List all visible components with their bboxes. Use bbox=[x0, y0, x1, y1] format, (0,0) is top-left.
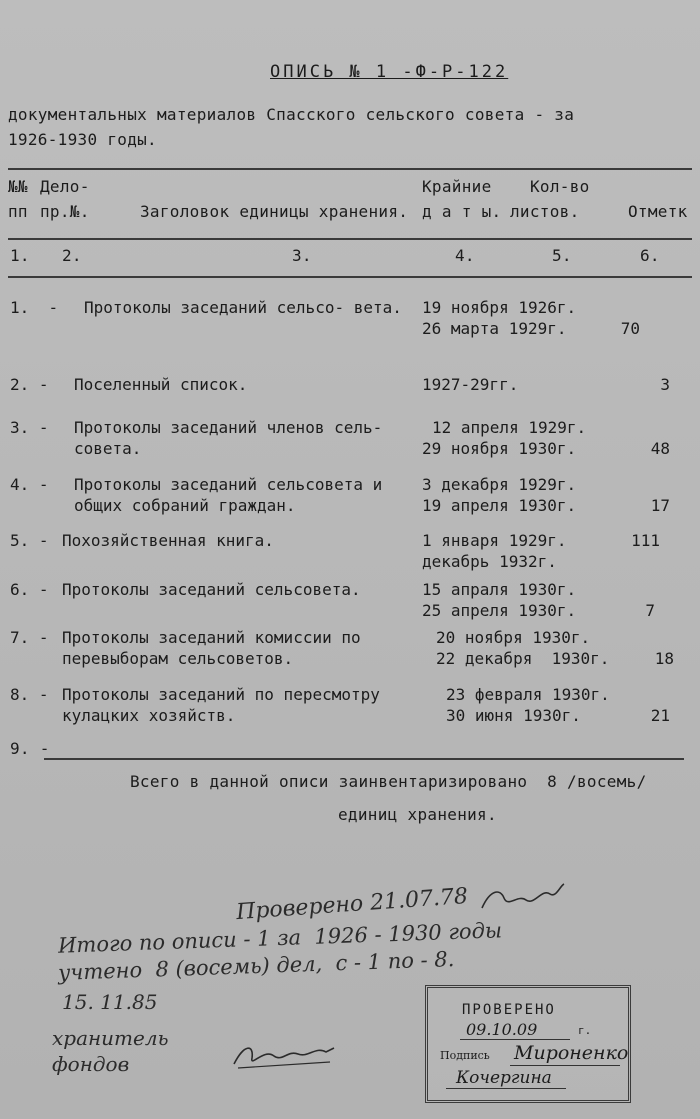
stamp-signature-name2: Кочергина bbox=[456, 1068, 552, 1088]
handwritten-total-line1: Итого по описи - 1 за 1926 - 1930 годы bbox=[57, 918, 503, 958]
row-date-end: декабрь 1932г. bbox=[422, 552, 557, 571]
row-title: Протоколы заседаний сельсовета и общих собраний граждан. bbox=[74, 475, 383, 515]
header-num: №№ bbox=[8, 177, 28, 196]
column-number-1: 1. bbox=[10, 246, 30, 265]
row-date-end: 26 марта 1929г. bbox=[422, 319, 567, 338]
table-row bbox=[0, 579, 700, 625]
header-notes: Отметк bbox=[628, 202, 688, 221]
row-number: 2. - bbox=[10, 375, 49, 394]
column-number-4: 4. bbox=[455, 246, 475, 265]
row-number: 7. - bbox=[10, 628, 49, 647]
row-sheets: 3 bbox=[660, 375, 670, 394]
column-number-5: 5. bbox=[552, 246, 572, 265]
stamp-signature-name: Мироненко bbox=[514, 1042, 629, 1064]
row-date-start: 23 февраля 1930г. bbox=[446, 685, 610, 704]
column-numbers-rule bbox=[8, 276, 692, 278]
row-date-end: 19 апреля 1930г. bbox=[422, 496, 577, 515]
row-title: Протоколы заседаний по пересмотру кулацких хозяйств. bbox=[62, 685, 380, 725]
verified-stamp bbox=[425, 985, 631, 1103]
header-count-label: Кол-во bbox=[530, 177, 590, 196]
row-date-end: 22 декабря 1930г. bbox=[436, 649, 610, 668]
keeper-signature bbox=[230, 1038, 340, 1072]
stamp-date-rule bbox=[460, 1039, 570, 1040]
stamp-signature-rule bbox=[510, 1065, 620, 1066]
header-delo: Дело- bbox=[40, 177, 90, 196]
row-number: 1. - bbox=[10, 298, 59, 317]
row-number: 8. - bbox=[10, 685, 49, 704]
empty-row-number: 9. - bbox=[10, 739, 50, 758]
header-dates-label: Крайние bbox=[422, 177, 492, 196]
row-sheets: 48 bbox=[650, 439, 670, 458]
table-row bbox=[0, 417, 700, 463]
row-sheets: 7 bbox=[645, 601, 655, 620]
row-number: 6. - bbox=[10, 580, 49, 599]
table-row bbox=[0, 627, 700, 673]
row-date-start: 1927-29гг. bbox=[422, 375, 519, 394]
row-date-end: 30 июня 1930г. bbox=[446, 706, 581, 725]
row-date-end: 29 ноября 1930г. bbox=[422, 439, 577, 458]
row-number: 3. - bbox=[10, 418, 49, 437]
header-title-col: Заголовок единицы хранения. bbox=[140, 202, 409, 221]
header-dates: д а т ы. bbox=[422, 202, 502, 221]
row-title: Протоколы заседаний членов сель- совета. bbox=[74, 418, 383, 458]
row-sheets: 70 bbox=[620, 319, 640, 338]
handwritten-keeper-line1: хранитель bbox=[52, 1026, 169, 1050]
stamp-bottom-rule bbox=[446, 1088, 566, 1089]
handwritten-date: 15. 11.85 bbox=[62, 990, 158, 1014]
stamp-signature-label: Подпись bbox=[440, 1049, 490, 1062]
handwritten-keeper-line2: фондов bbox=[52, 1052, 130, 1076]
column-number-6: 6. bbox=[640, 246, 660, 265]
table-row bbox=[0, 684, 700, 730]
document-subtitle-line1: документальных материалов Спасского сельского совета - за bbox=[8, 105, 575, 124]
table-bottom-rule bbox=[44, 758, 684, 760]
table-row bbox=[0, 297, 700, 343]
row-date-start: 1 января 1929г. bbox=[422, 531, 567, 550]
row-date-start: 19 ноября 1926г. bbox=[422, 298, 577, 317]
row-title: Протоколы заседаний комиссии по перевыборам сельсоветов. bbox=[62, 628, 361, 668]
table-row bbox=[0, 374, 700, 420]
row-sheets: 21 bbox=[650, 706, 670, 725]
row-date-start: 3 декабря 1929г. bbox=[422, 475, 577, 494]
document-subtitle-line2: 1926-1930 годы. bbox=[8, 130, 157, 149]
summary-line2: единиц хранения. bbox=[338, 805, 497, 824]
summary-line1: Всего в данной описи заинвентаризировано 8 /восемь/ bbox=[130, 772, 647, 791]
handwritten-checked-note: Проверено 21.07.78 bbox=[235, 883, 469, 926]
row-sheets: 18 bbox=[654, 649, 674, 668]
header-bottom-rule bbox=[8, 238, 692, 240]
handwritten-total-line2: учтено 8 (восемь) дел, с - 1 по - 8. bbox=[57, 947, 455, 985]
table-top-rule bbox=[8, 168, 692, 170]
stamp-year-suffix: г. bbox=[578, 1024, 592, 1037]
row-number: 4. - bbox=[10, 475, 49, 494]
row-title: Поселенный список. bbox=[74, 375, 248, 394]
header-pr: пр.№. bbox=[40, 202, 90, 221]
table-row bbox=[0, 530, 700, 576]
column-number-3: 3. bbox=[292, 246, 312, 265]
header-pp: пп bbox=[8, 202, 28, 221]
row-date-start: 20 ноября 1930г. bbox=[436, 628, 591, 647]
column-number-2: 2. bbox=[62, 246, 82, 265]
table-row bbox=[0, 474, 700, 520]
header-sheets: листов. bbox=[510, 202, 580, 221]
row-sheets: 17 bbox=[650, 496, 670, 515]
row-date-end: 25 апреля 1930г. bbox=[422, 601, 577, 620]
row-number: 5. - bbox=[10, 531, 49, 550]
row-title: Протоколы заседаний сельсо- вета. bbox=[84, 298, 402, 317]
checker-signature bbox=[478, 880, 568, 916]
row-title: Похозяйственная книга. bbox=[62, 531, 274, 550]
row-date-start: 12 апреля 1929г. bbox=[432, 418, 587, 437]
document-title: ОПИСЬ № 1 -Ф-Р-122 bbox=[270, 62, 509, 82]
stamp-date: 09.10.09 bbox=[466, 1020, 538, 1039]
row-sheets: 111 bbox=[631, 531, 660, 550]
stamp-title: ПРОВЕРЕНО bbox=[462, 1002, 556, 1018]
row-date-start: 15 апраля 1930г. bbox=[422, 580, 577, 599]
row-title: Протоколы заседаний сельсовета. bbox=[62, 580, 361, 599]
